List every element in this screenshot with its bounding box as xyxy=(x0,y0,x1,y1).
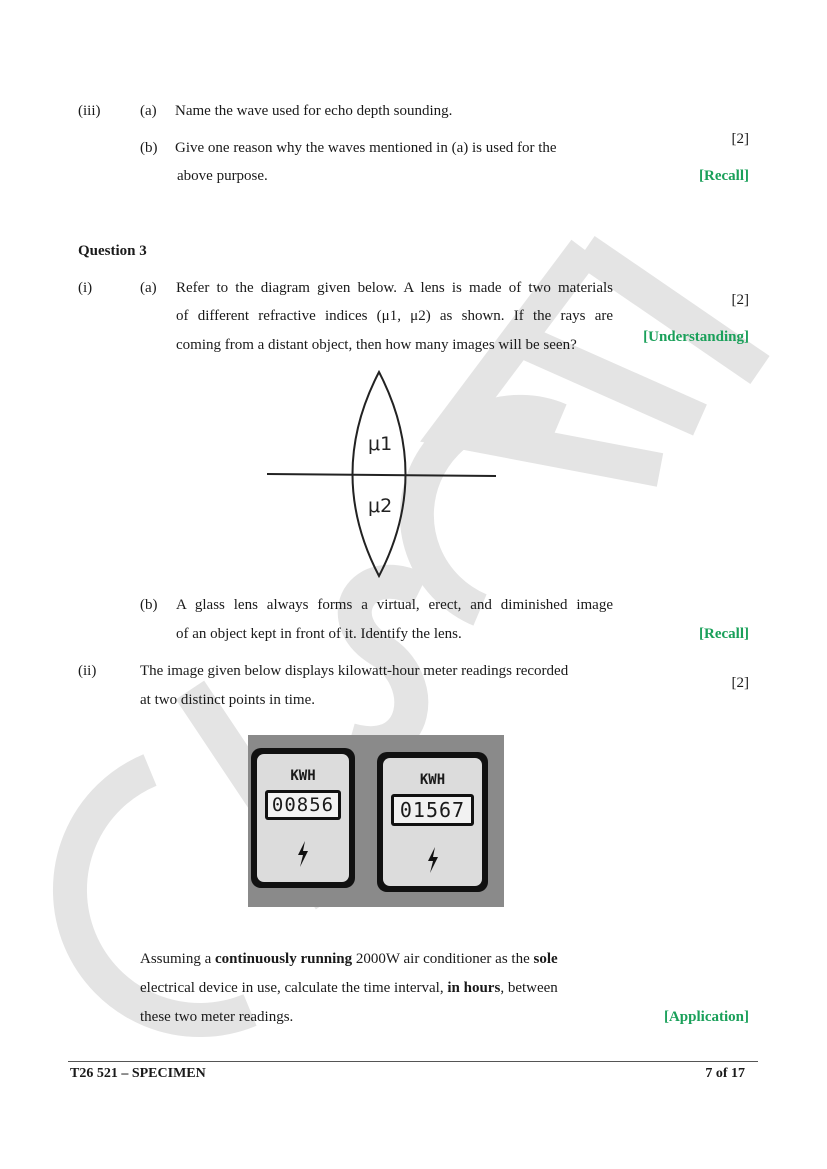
meter-1-label: KWH xyxy=(290,768,316,784)
lens-mu1-label: μ1 xyxy=(368,433,393,455)
q3-i-a-line1: Refer to the diagram given below. A lens is made of two materials xyxy=(176,280,613,296)
q3-i-a-tag: [Understanding] xyxy=(643,329,749,345)
footer-page-number: 7 of 17 xyxy=(705,1066,745,1081)
meter-1 xyxy=(251,748,355,888)
meter-2 xyxy=(377,752,488,892)
q3-ii-number: (ii) xyxy=(78,663,97,679)
q3-ii-tag: [Application] xyxy=(663,1009,749,1025)
meter-1-reading: 00856 xyxy=(268,793,338,817)
meter-2-label: KWH xyxy=(419,772,446,788)
q-iii-a-text: Name the wave used for echo depth sounding. xyxy=(175,103,453,119)
emphasis-continuously-running: continuously running xyxy=(215,951,353,967)
footer-divider xyxy=(68,1061,758,1062)
q3-i-a-line3: coming from a distant object, then how many images will be seen? xyxy=(176,337,577,353)
lens-diagram xyxy=(262,368,502,580)
q3-ii-para-line1: Assuming a continuously running 2000W air conditioner as the sole xyxy=(140,951,558,967)
lens-mu2-label: μ2 xyxy=(368,495,393,517)
q3-i-b-line2: of an object kept in front of it. Identify the lens. xyxy=(176,626,462,642)
q-iii-b-line1: Give one reason why the waves mentioned in (a) is used for the xyxy=(175,140,557,156)
q-iii-marks: [2] xyxy=(731,131,749,147)
q3-ii-marks: [2] xyxy=(731,675,749,691)
emphasis-sole: sole xyxy=(533,951,558,967)
principal-axis xyxy=(267,474,496,476)
q3-i-b-line1: A glass lens always forms a virtual, erect, and diminished image xyxy=(176,597,613,613)
q3-ii-para-line3: these two meter readings. xyxy=(140,1009,294,1025)
footer-paper-code: T26 521 – SPECIMEN xyxy=(70,1066,206,1081)
q3-ii-para-line2: electrical device in use, calculate the time interval, in hours, between xyxy=(140,980,558,996)
kwh-meter-image xyxy=(248,735,504,907)
q3-i-a-label: (a) xyxy=(140,280,157,296)
q3-i-number: (i) xyxy=(78,280,93,296)
q3-i-a-line2: of different refractive indices (μ1, μ2) as shown. If the rays are xyxy=(176,308,613,324)
emphasis-in-hours: in hours xyxy=(447,980,501,996)
q-iii-a-label: (a) xyxy=(140,103,157,119)
lightning-icon xyxy=(426,846,440,874)
question-heading: Question 3 xyxy=(78,243,147,259)
q-iii-b-line2: above purpose. xyxy=(177,168,268,184)
q3-i-a-marks: [2] xyxy=(731,292,749,308)
lightning-icon xyxy=(296,840,310,868)
q-iii-b-label: (b) xyxy=(140,140,158,156)
q-iii-tag: [Recall] xyxy=(699,168,749,184)
q3-ii-line1: The image given below displays kilowatt-hour meter readings recorded xyxy=(140,663,569,679)
q-iii-number: (iii) xyxy=(78,103,101,119)
q3-i-b-label: (b) xyxy=(140,597,158,613)
meter-2-reading: 01567 xyxy=(394,797,471,823)
q3-ii-line2: at two distinct points in time. xyxy=(140,692,315,708)
q3-i-b-tag: [Recall] xyxy=(699,626,749,642)
